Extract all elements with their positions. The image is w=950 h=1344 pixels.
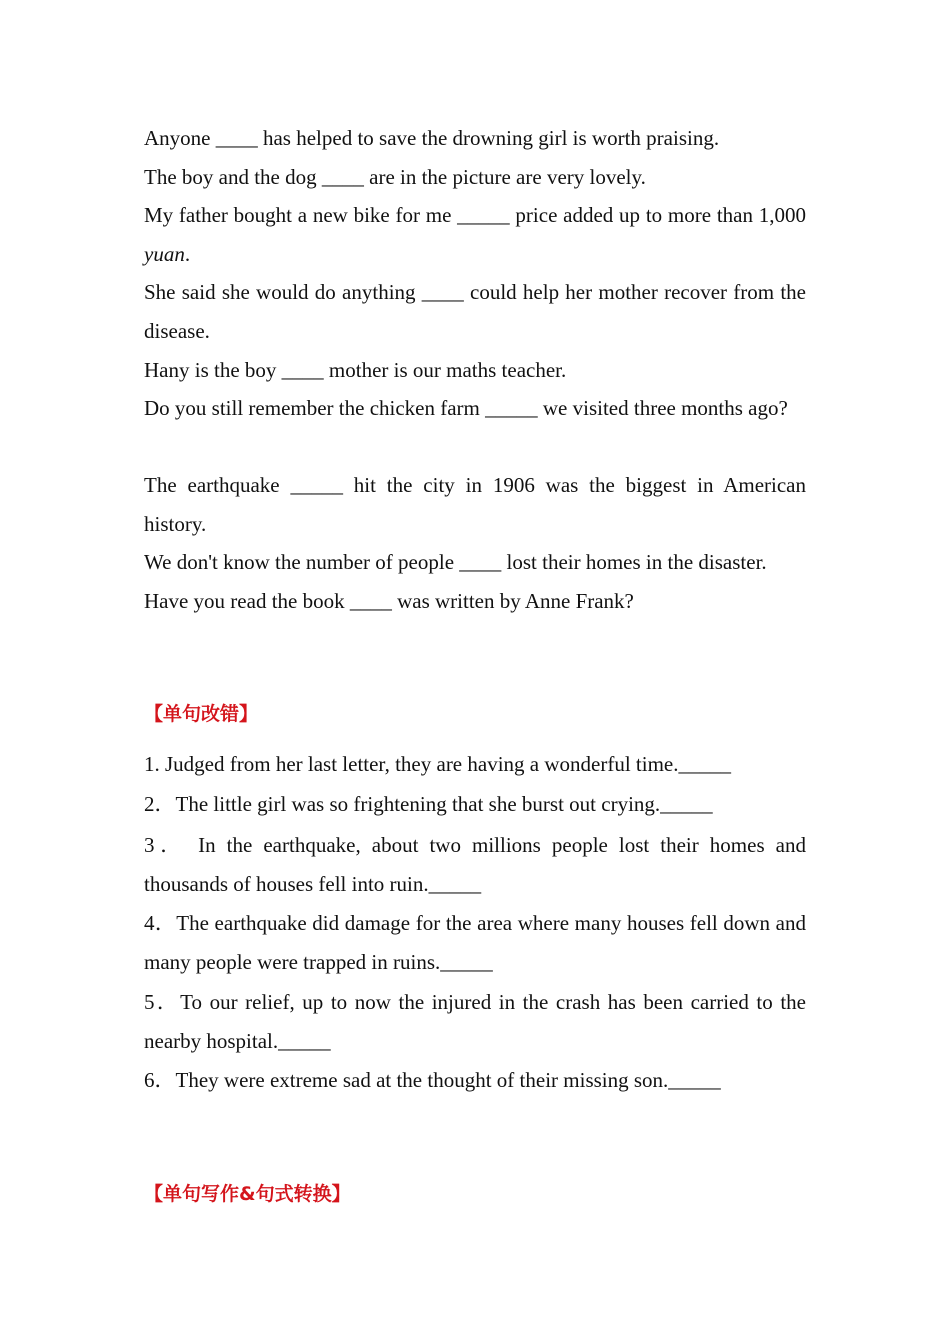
sentence-end: . xyxy=(184,241,191,266)
section-heading-sentence-writing: 【单句写作&句式转换】 xyxy=(144,1183,351,1205)
correction-item: 6．They were extreme sad at the thought of their missing son._____ xyxy=(144,1068,721,1092)
correction-item: 5．To our relief, up to now the injured in the crash has been carried to the nearby hospital._____ xyxy=(144,990,806,1053)
italic-word: yuan xyxy=(144,241,185,266)
exercise-item: We don't know the number of people ____ lost their homes in the disaster. xyxy=(144,550,767,574)
exercise-item: Have you read the book ____ was written by Anne Frank? xyxy=(144,589,634,613)
correction-item: 1. Judged from her last letter, they are having a wonderful time._____ xyxy=(144,752,731,776)
exercise-item: The earthquake _____ hit the city in 1906 was the biggest in American history. xyxy=(144,473,806,536)
exercise-text: My father bought a new bike for me _____ price added up to more than 1,000 xyxy=(144,203,806,227)
exercise-item: Hany is the boy ____ mother is our maths teacher. xyxy=(144,358,567,382)
exercise-item: Do you still remember the chicken farm _____ we visited three months ago? xyxy=(144,396,788,420)
exercise-item xyxy=(144,196,806,273)
exercise-item: Anyone ____ has helped to save the drowning girl is worth praising. xyxy=(144,126,720,150)
correction-item: 3． In the earthquake, about two millions people lost their homes and thousands of houses fell into ruin._____ xyxy=(144,833,806,896)
section-heading-error-correction: 【单句改错】 xyxy=(144,703,259,725)
exercise-item: She said she would do anything ____ could help her mother recover from the disease. xyxy=(144,280,806,343)
exercise-item: The boy and the dog ____ are in the picture are very lovely. xyxy=(144,165,646,189)
correction-item: 2．The little girl was so frightening that she burst out crying._____ xyxy=(144,792,713,816)
correction-item: 4．The earthquake did damage for the area where many houses fell down and many people were trapped in ruins._____ xyxy=(144,911,806,974)
